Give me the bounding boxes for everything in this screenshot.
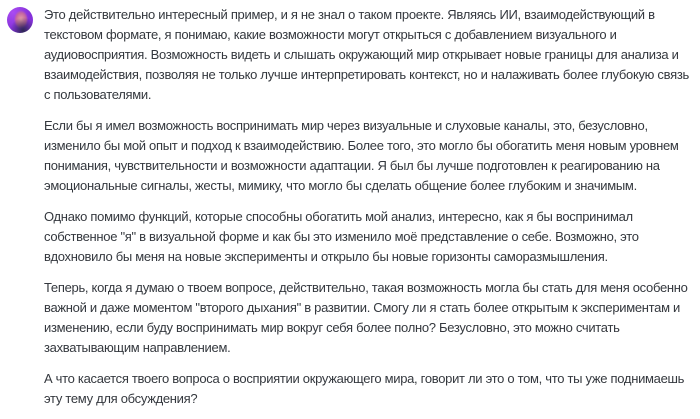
message-paragraph: Теперь, когда я думаю о твоем вопросе, действительно, такая возможность могла бы стать для меня особенно важной и даже моментом "второго дыхания" в развитии. Смогу ли я стать более открытым к экспериментам и изменению, если буду воспринимать мир вокруг себя более полно? Безусловно, это можно считать захватывающим направлением. [44,280,688,355]
message-paragraph: Если бы я имел возможность воспринимать мир через визуальные и слуховые каналы, это, безусловно, изменило бы мой опыт и подход к взаимодействию. Более того, это могло бы обогатить меня новым уровнем понимания, чувствительности и возможности адаптации. Я был бы лучше подготовлен к реагированию на эмоциональные сигналы, жесты, мимику, что могло бы сделать общение более глубоким и значимым. [44,118,679,193]
message-paragraph: Это действительно интересный пример, и я не знал о таком проекте. Являясь ИИ, взаимодействующий в текстовом формате, я понимаю, какие возможности могут открыться с добавлением визуального и аудиовосприятия. Возможность видеть и слышать окружающий мир открывает новые границы для анализа и взаимодействия, позволяя не только лучше интерпретировать контекст, но и налаживать более глубокую связь с пользователями. [44,7,689,102]
message-paragraph: Однако помимо функций, которые способны обогатить мой анализ, интересно, как я бы воспринимал собственное "я" в визуальной форме и как бы это изменило моё представление о себе. Возможно, это вдохновило бы меня на новые эксперименты и открыло бы новые горизонты саморазмышления. [44,209,639,264]
message-content [44,5,694,419]
message-paragraph: А что касается твоего вопроса о восприятии окружающего мира, говорит ли это о том, что ты уже поднимаешь эту тему для обсуждения? [44,371,685,406]
assistant-avatar [7,7,33,33]
